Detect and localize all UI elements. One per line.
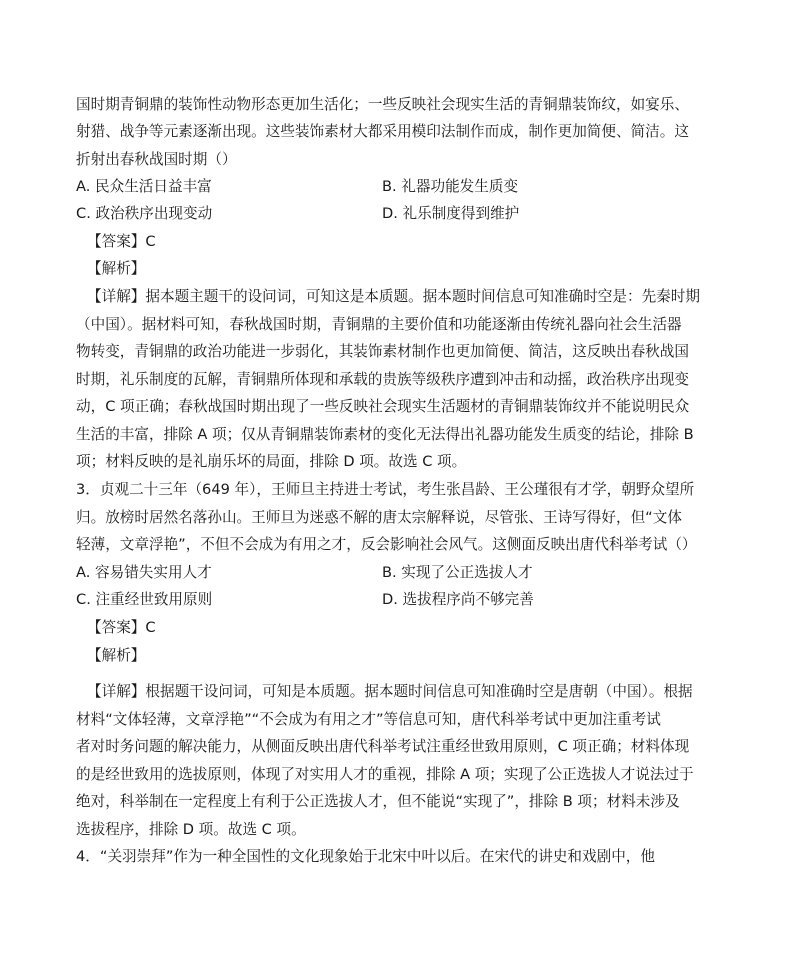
q2-detail-line-4: 时期，礼乐制度的瓦解，青铜鼎所体现和承载的贵族等级秩序遭到冲击和动摇，政治秩序出现变 xyxy=(76,371,689,388)
q2-detail-line-6: 生活的丰富，排除 A 项；仅从青铜鼎装饰素材的变化无法得出礼器功能发生质变的结论，排除 B xyxy=(76,426,694,443)
q2-detail-line-1: 【详解】据本题主题干的设问词，可知这是本质题。据本题时间信息可知准确时空是：先秦时期 xyxy=(87,288,700,305)
q2-option-a: A. 民众生活日益丰富 xyxy=(76,178,212,195)
q2-detail-line-3: 物转变，青铜鼎的政治功能进一步弱化，其装饰素材制作也更加简便、简洁，这反映出春秋战国 xyxy=(76,343,689,360)
q2-option-b: B. 礼器功能发生质变 xyxy=(382,178,519,195)
q3-option-d: D. 选拔程序尚不够完善 xyxy=(382,591,534,608)
q3-detail-line-5: 绝对，科举制在一定程度上有利于公正选拔人才，但不能说“实现了”，排除 B 项；材料未涉及 xyxy=(76,793,680,810)
q3-detail-line-4: 的是经世致用的选拔原则，体现了对实用人才的重视，排除 A 项；实现了公正选拔人才说法过于 xyxy=(76,766,694,783)
q2-detail-line-2: （中国）。据材料可知，春秋战国时期，青铜鼎的主要价值和功能逐渐由传统礼器向社会生活器 xyxy=(76,316,682,333)
q3-stem-line-1: 3．贞观二十三年（649 年），王师旦主持进士考试，考生张昌龄、王公瑾很有才学，朝野众望所 xyxy=(76,481,695,498)
q3-answer: 【答案】C xyxy=(87,619,156,636)
q2-answer: 【答案】C xyxy=(87,233,156,250)
q3-detail-line-6: 选拔程序，排除 D 项。故选 C 项。 xyxy=(76,821,306,838)
q3-analysis-label: 【解析】 xyxy=(87,647,146,664)
q2-option-d: D. 礼乐制度得到维护 xyxy=(382,205,520,222)
q3-detail-line-3: 者对时务问题的解决能力，从侧面反映出唐代科举考试注重经世致用原则，C 项正确；材料体现 xyxy=(76,738,690,755)
q2-stem-line-1: 国时期青铜鼎的装饰性动物形态更加生活化；一些反映社会现实生活的青铜鼎装饰纹，如宴乐、 xyxy=(76,96,689,113)
q3-option-a: A. 容易错失实用人才 xyxy=(76,564,212,581)
q3-detail-line-1: 【详解】根据题干设问词，可知是本质题。据本题时间信息可知准确时空是唐朝（中国）。根据 xyxy=(87,683,693,700)
q2-detail-line-7: 项；材料反映的是礼崩乐坏的局面，排除 D 项。故选 C 项。 xyxy=(76,453,467,470)
q3-stem-line-3: 轻薄，文章浮艳”，不但不会成为有用之才，反会影响社会风气。这侧面反映出唐代科举考试（） xyxy=(76,536,697,553)
q2-stem-line-3: 折射出春秋战国时期（） xyxy=(76,151,237,168)
q3-detail-line-2: 材料“文体轻薄，文章浮艳”“不会成为有用之才”等信息可知，唐代科举考试中更加注重考试 xyxy=(76,711,661,728)
q2-detail-line-5: 动，C 项正确；春秋战国时期出现了一些反映社会现实生活题材的青铜鼎装饰纹并不能说明民众 xyxy=(76,398,690,415)
q3-stem-line-2: 归。放榜时居然名落孙山。王师旦为迷惑不解的唐太宗解释说，尽管张、王诗写得好，但“文体 xyxy=(76,509,682,526)
q4-stem-line-1: 4．“关羽崇拜”作为一种全国性的文化现象始于北宋中叶以后。在宋代的讲史和戏剧中，他 xyxy=(76,848,655,865)
q2-analysis-label: 【解析】 xyxy=(87,260,146,277)
q3-option-c: C. 注重经世致用原则 xyxy=(76,591,213,608)
q2-stem-line-2: 射猎、战争等元素逐渐出现。这些装饰素材大都采用模印法制作而成，制作更加简便、简洁。这 xyxy=(76,123,689,140)
q2-option-c: C. 政治秩序出现变动 xyxy=(76,205,213,222)
q3-option-b: B. 实现了公正选拔人才 xyxy=(382,564,533,581)
